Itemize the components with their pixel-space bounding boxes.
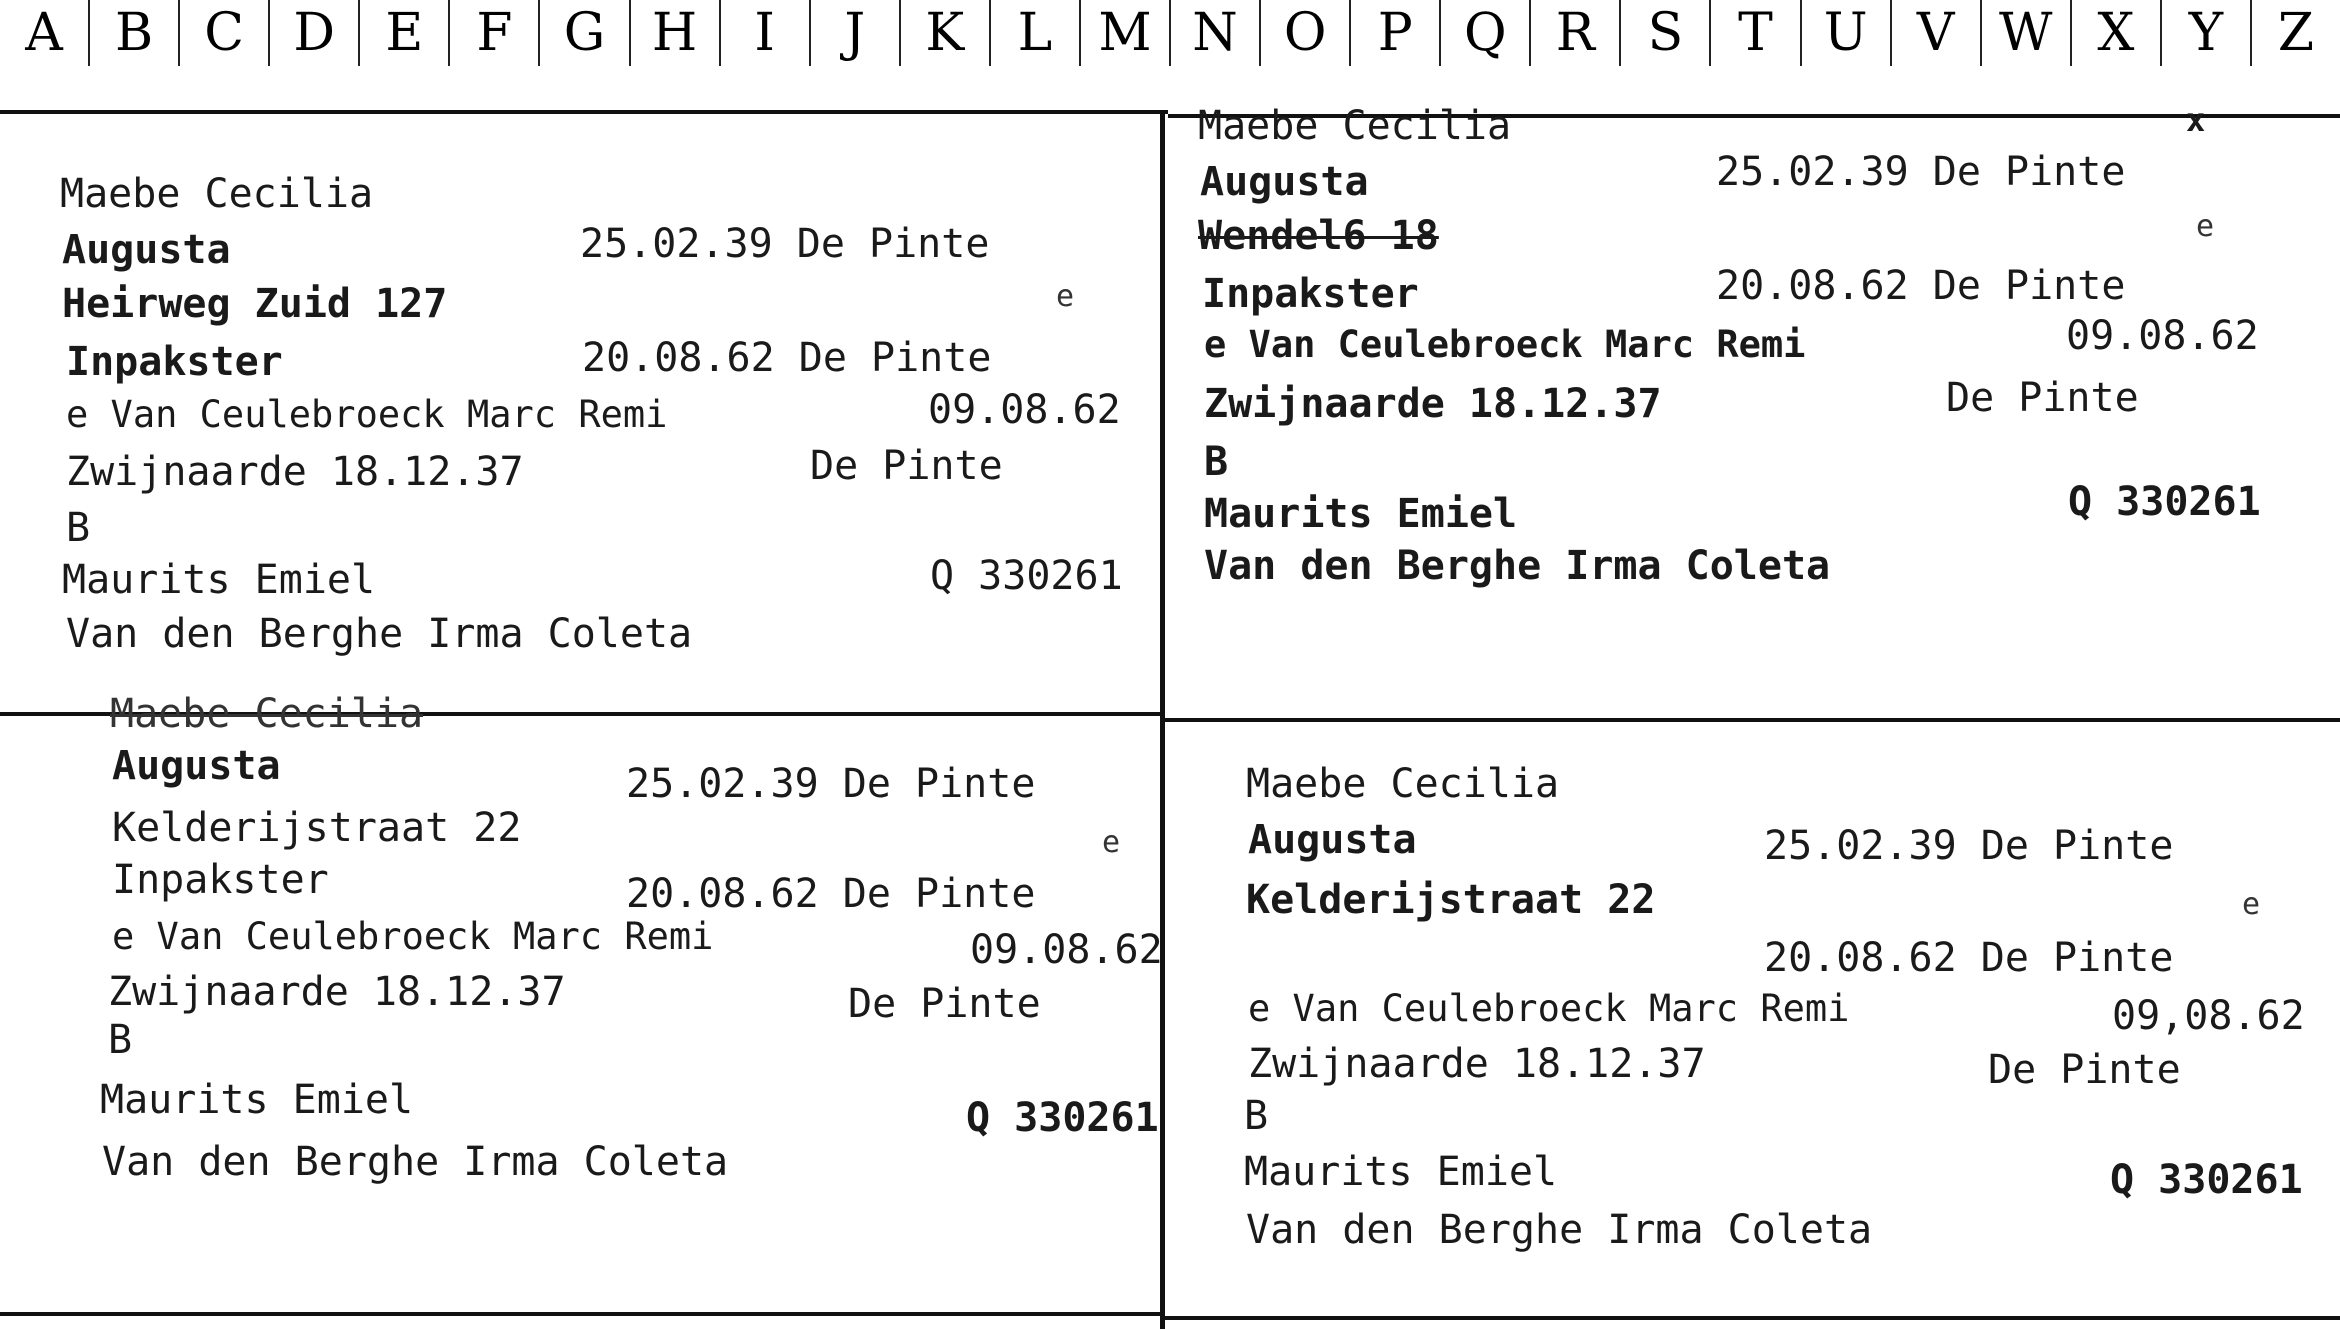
card-line-reference: Q 330261 [2110,1157,2303,1203]
alphabet-letter: L [991,0,1081,66]
card-line-marriage-date: 09.08.62 [2066,313,2259,359]
card-line-spouse: e Van Ceulebroeck Marc Remi [66,393,668,436]
alphabet-letter: V [1892,0,1982,66]
alphabet-letter: D [270,0,360,66]
card-line-address: Heirweg Zuid 127 [62,281,448,327]
card-line-mother: Van den Berghe Irma Coleta [66,611,693,657]
card-line-code: B [108,1017,133,1063]
alphabet-letter: X [2072,0,2162,66]
alphabet-letter: Y [2162,0,2252,66]
card-line-date-place: 20.08.62 De Pinte [1716,263,2126,309]
card-line-code: B [1204,439,1229,485]
card-line-birth: 25.02.39 De Pinte [626,761,1036,807]
card-line-occupation: Inpakster [1202,271,1419,317]
card-line-father: Maurits Emiel [1244,1149,1558,1195]
card-line-name: Maebe Cecilia [60,171,374,217]
alphabet-letter: A [0,0,90,66]
card-line-marker: e [2242,887,2261,922]
card-line-reference: Q 330261 [966,1095,1159,1141]
card-line-marker: e [1102,825,1121,860]
card-line-spouse: e Van Ceulebroeck Marc Remi [1204,323,1806,366]
card-line-place: De Pinte [848,981,1041,1027]
card-line-father: Maurits Emiel [62,557,376,603]
card-line-birth: 25.02.39 De Pinte [1764,823,2174,869]
card-line-spouse: e Van Ceulebroeck Marc Remi [112,915,714,958]
card-line-name: Maebe Cecilia [1246,761,1560,807]
card-line-date-place: 20.08.62 De Pinte [582,335,992,381]
alphabet-letter: K [901,0,991,66]
card-line-spouse-birth: Zwijnaarde 18.12.37 [1204,381,1662,427]
alphabet-letter: T [1711,0,1801,66]
alphabet-letter: Z [2277,3,2315,63]
card-line-mother: Van den Berghe Irma Coleta [1204,543,1831,589]
alphabet-letter: P [1351,0,1441,66]
card-line-code: B [1244,1093,1269,1139]
card-line-birth: 25.02.39 De Pinte [580,221,990,267]
card-line-address: Kelderijstraat 22 [112,805,522,851]
top-rule [0,110,1168,114]
alphabet-letter: I [721,0,811,66]
card-line-birth: 25.02.39 De Pinte [1716,149,2126,195]
card-line-place: De Pinte [810,443,1003,489]
alphabet-letter: H [631,0,721,66]
card-line-spouse-birth: Zwijnaarde 18.12.37 [1248,1041,1706,1087]
card-line-marriage-date: 09.08.62 [970,927,1163,973]
alphabet-letter: J [811,0,901,66]
alphabet-letter: O [1261,0,1351,66]
bottom-rule-left [0,1312,1162,1316]
alphabet-letter: E [360,0,450,66]
card-line-name-struck: Maebe Cecilia [110,691,424,737]
middle-rule-right [1165,718,2340,722]
card-line-name: Maebe Cecilia [1198,103,1512,149]
card-line-occupation: Inpakster [66,339,283,385]
alphabet-letter: C [180,0,270,66]
alphabet-letter: Q [1441,0,1531,66]
card-line-reference: Q 330261 [930,553,1123,599]
card-line-place: De Pinte [1988,1047,2181,1093]
card-line-given-name: Augusta [62,227,231,273]
card-line-mother: Van den Berghe Irma Coleta [102,1139,729,1185]
card-line-place: De Pinte [1946,375,2139,421]
alphabet-letter: B [90,0,180,66]
card-line-father: Maurits Emiel [100,1077,414,1123]
card-line-mark: x [2186,101,2206,139]
card-line-address: Kelderijstraat 22 [1246,877,1656,923]
card-line-given-name: Augusta [112,743,281,789]
card-line-marker: e [1056,279,1075,314]
alphabet-letter: F [450,0,540,66]
card-line-date-place: 20.08.62 De Pinte [1764,935,2174,981]
card-line-code: B [66,505,91,551]
card-line-given-name: Augusta [1248,817,1417,863]
card-line-spouse-birth: Zwijnaarde 18.12.37 [66,449,524,495]
card-line-marriage-date: 09,08.62 [2112,993,2305,1039]
card-line-marker: e [2196,209,2215,244]
card-line-date-place: 20.08.62 De Pinte [626,871,1036,917]
alphabet-index [0,0,2340,66]
alphabet-letter: N [1171,0,1261,66]
alphabet-letter: R [1531,0,1621,66]
card-line-mother: Van den Berghe Irma Coleta [1246,1207,1873,1253]
card-line-reference: Q 330261 [2068,479,2261,525]
alphabet-letter: G [540,0,630,66]
card-line-occupation: Inpakster [112,857,329,903]
card-line-given-name: Augusta [1200,159,1369,205]
card-line-father: Maurits Emiel [1204,491,1518,537]
card-line-spouse-birth: Zwijnaarde 18.12.37 [108,969,566,1015]
alphabet-letter: W [1982,0,2072,66]
alphabet-letter: M [1081,0,1171,66]
card-line-spouse: e Van Ceulebroeck Marc Remi [1248,987,1850,1030]
card-line-marriage-date: 09.08.62 [928,387,1121,433]
bottom-rule-right [1165,1316,2340,1320]
alphabet-letter: S [1621,0,1711,66]
card-line-address-struck: Wendel6 18 [1198,213,1439,259]
alphabet-letter: U [1802,0,1892,66]
